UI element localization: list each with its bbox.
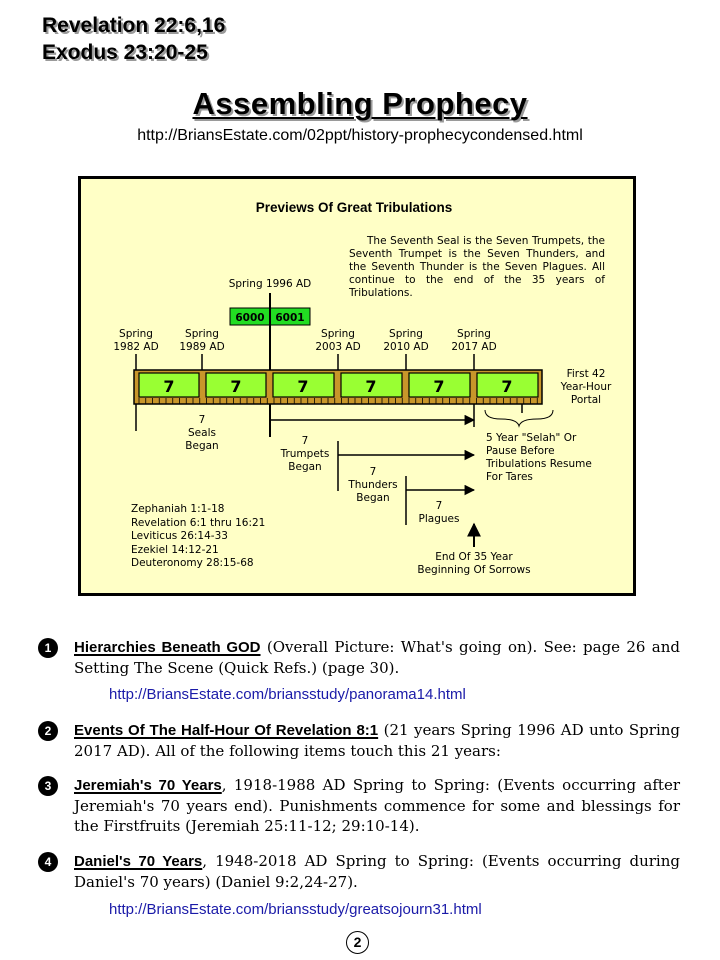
tribulations-diagram [78,176,636,596]
thunders-l1: 7 [369,466,377,478]
selah-l1: 5 Year "Selah" Or [486,432,577,444]
date-1982-l1: Spring [119,328,153,340]
item-heading-half-hour: Events Of The Half-Hour Of Revelation 8:1 [74,722,379,739]
reference-revelation: Revelation 22:6,16 [42,14,226,37]
block-5-label: 7 [433,377,445,396]
selah-bracket [485,410,553,426]
date-2017-l1: Spring [457,328,491,340]
block-2-label: 7 [230,377,242,396]
item-number-badge: 1 [38,638,58,658]
thunders-l2: Thunders [348,479,398,491]
item-text: , 1918-1988 AD Spring to Spring: (Events occurring after Jeremiah's 70 years end). Punishments commence for some and blessings for the Firstfruits (Jeremiah 25:11-12; 29:10-14). [74,776,680,835]
spring-1996-label: Spring 1996 AD [228,278,312,290]
page-title: Assembling Prophecy [192,86,528,121]
item-body [74,720,680,761]
date-2003-l2: 2003 AD [315,341,361,353]
date-2010-l2: 2010 AD [383,341,429,353]
item-body [74,775,680,836]
date-2010-l1: Spring [389,328,423,340]
block-6-label: 7 [501,377,513,396]
item-body [74,637,680,678]
reference-exodus: Exodus 23:20-25 [42,41,208,64]
date-1982-l2: 1982 AD [113,341,159,353]
seals-l3: Began [185,440,219,452]
scripture-item: Revelation 6:1 thru 16:21 [131,516,266,529]
page-number: 2 [346,931,369,954]
block-1-label: 7 [163,377,175,396]
end-l1: End Of 35 Year [435,551,513,563]
end-l2: Beginning Of Sorrows [417,564,531,576]
scripture-list [131,503,265,571]
scripture-item: Leviticus 26:14-33 [131,530,228,542]
plagues-l1: 7 [435,500,443,512]
seals-l1: 7 [198,414,206,426]
year-6000: 6000 [235,312,265,324]
date-2003-l1: Spring [321,328,355,340]
page-url: http://BriansEstate.com/02ppt/history-prophecycondensed.html [137,127,583,144]
scripture-item: Deuteronomy 28:15-68 [131,557,254,569]
portal-l3: Portal [570,394,602,406]
trumpets-l1: 7 [301,435,309,447]
seals-l2: Seals [188,427,216,439]
date-1989-l2: 1989 AD [179,341,225,353]
scripture-item: Zephaniah 1:1-18 [131,503,225,515]
plagues-l2: Plagues [418,513,460,525]
date-labels [113,328,496,353]
selah-l4: For Tares [486,471,533,483]
item-number-badge: 2 [38,721,58,741]
seventh-seal-note: The Seventh Seal is the Seven Trumpets, the Seventh Trumpet is the Seven Thunders, and the Seventh Thunder is the Seven Plagues. All continue to the end of the 35 years of Tribulations. [349,235,605,299]
item-number-badge: 3 [38,776,58,796]
item-body [74,851,680,892]
item-heading-hierarchies: Hierarchies Beneath GOD [74,639,261,656]
item-heading-jeremiah: Jeremiah's 70 Years [74,777,222,794]
scripture-references [42,12,225,66]
selah-l3: Tribulations Resume [486,458,592,470]
block-3-label: 7 [297,377,309,396]
item-number-badge: 4 [38,852,58,872]
list-item-3 [38,775,680,836]
scripture-item: Ezekiel 14:12-21 [131,543,219,556]
year-6001: 6001 [275,312,305,324]
thunders-l3: Began [356,492,390,504]
item-text: , 1948-2018 AD Spring to Spring: (Events occurring during Daniel's 70 years) (Daniel 9:2,24-27). [74,852,680,891]
portal-l2: Year-Hour [560,381,612,393]
item-text: (Overall Picture: What's going on). See: page 26 and Setting The Scene (Quick Refs.) (page 30). [74,638,680,677]
list-item-1 [38,637,680,678]
diagram-title: Previews Of Great Tribulations [255,200,453,215]
trumpets-l3: Began [288,461,322,473]
greatsojourn-link[interactable]: http://BriansEstate.com/briansstudy/greatsojourn31.html [109,901,482,918]
trumpets-l2: Trumpets [280,448,330,460]
panorama-link[interactable]: http://BriansEstate.com/briansstudy/panorama14.html [109,686,466,703]
date-2017-l2: 2017 AD [451,341,497,353]
portal-l1: First 42 [566,368,606,380]
date-1989-l1: Spring [185,328,219,340]
selah-l2: Pause Before [486,445,555,457]
item-heading-daniel: Daniel's 70 Years [74,853,203,870]
list-item-2 [38,720,680,761]
list-item-4 [38,851,680,892]
item-text: (21 years Spring 1996 AD unto Spring 2017 AD). All of the following items touch this 21 years: [74,721,681,760]
block-4-label: 7 [365,377,377,396]
